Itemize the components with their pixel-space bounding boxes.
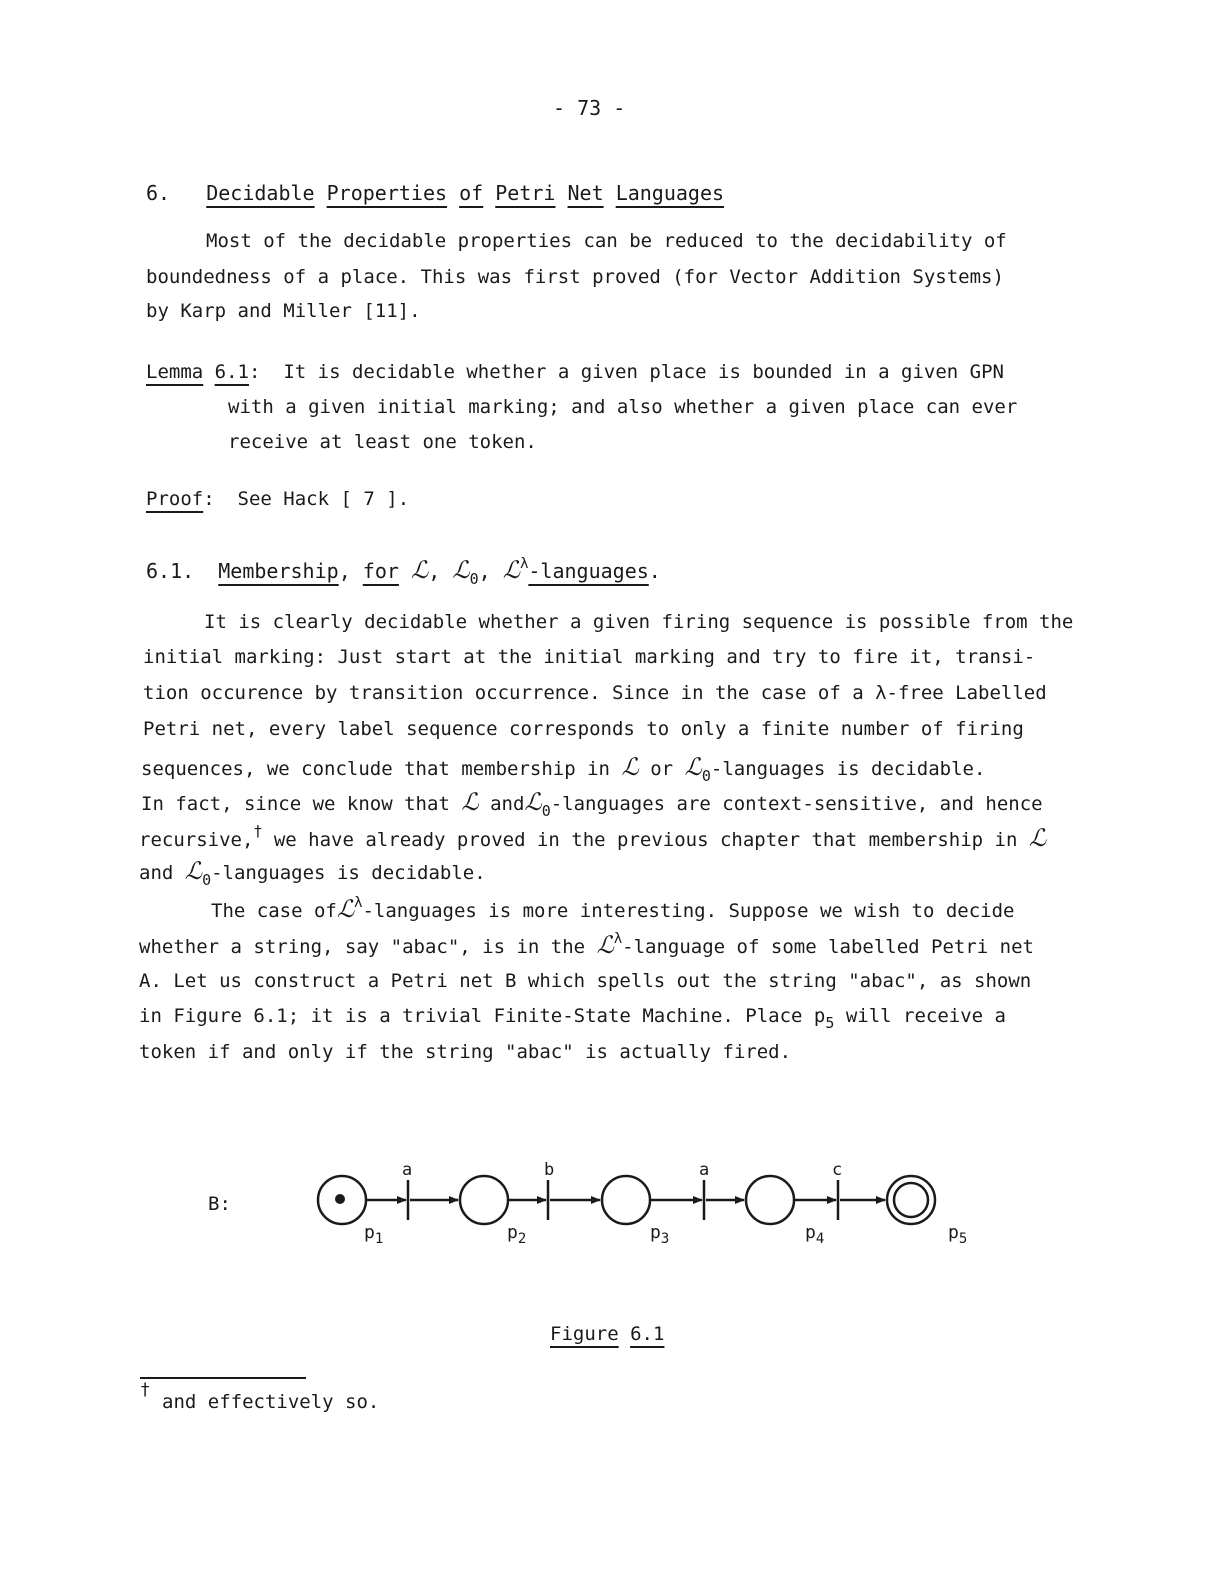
para1-line-3: tion occurence by transition occurrence. Since in the case of a λ-free Labelled [143,682,1047,704]
proof-line [146,490,409,509]
section-number: 6. [146,181,171,205]
text-run: The case of [211,900,337,922]
intro-line-2: boundedness of a place. This was first proved (for Vector Addition Systems) [146,266,1004,288]
place-label [948,1222,967,1247]
section-word: Decidable [206,181,315,205]
para2-line-3: A. Let us construct a Petri net B which spells out the string "abac", as shown [139,970,1032,992]
script-L-symbol: ℒ [184,857,203,885]
place-label [650,1222,669,1247]
para1-line-6 [141,788,1043,820]
section-word: Properties [326,181,448,205]
text-run: -language of some labelled Petri net [622,936,1034,958]
subsection-number: 6.1. [146,559,195,583]
place-index: 1 [374,1231,384,1247]
footnote-dagger: † [253,822,263,840]
subsection-title: Membership [218,559,339,583]
script-L-symbol: ℒ [410,556,429,584]
footnote-rule [140,1377,306,1379]
caption-word: Figure [550,1323,619,1345]
script-L-symbol: ℒ [596,931,614,959]
place-p4 [746,1176,794,1224]
lemma-colon: : [248,361,261,383]
subscript-five: 5 [825,1014,835,1032]
para2-line-5: token if and only if the string "abac" is actually fired. [139,1041,792,1063]
place-label [805,1222,824,1247]
lemma-label-number: 6.1 [214,361,249,383]
subscript-zero: 0 [701,767,711,785]
para1-line-8 [139,857,486,889]
para2-line-2 [139,933,1034,957]
lemma-label-word: Lemma [146,361,204,383]
text-run: we have already proved in the previous chapter that membership in [262,829,1018,851]
page-number: - 73 - [553,96,626,120]
place-p2 [460,1176,508,1224]
subscript-zero: 0 [541,802,551,820]
section-word: Net [567,181,604,205]
text-run: and [139,862,174,884]
lemma-line-3: receive at least one token. [228,431,537,453]
comma: , [338,559,351,583]
intro-line-1: Most of the decidable properties can be reduced to the decidability of [206,230,1007,252]
text-run: in Figure 6.1; it is a trivial Finite-State Machine. Place p [139,1005,826,1027]
caption-number: 6.1 [630,1323,665,1345]
para1-line-1: It is clearly decidable whether a given firing sequence is possible from the [204,611,1074,633]
para2-line-4 [139,1005,1006,1032]
para1-line-2: initial marking: Just start at the initial marking and try to fire it, transi- [143,646,1036,668]
place-p3 [602,1176,650,1224]
para1-line-7 [139,822,1047,852]
intro-line-3: by Karp and Miller [11]. [146,300,421,322]
place-index: 5 [958,1231,968,1247]
place-letter: p [948,1222,959,1243]
token [335,1194,345,1204]
script-L-symbol: ℒ [684,753,702,781]
lemma-text: It is decidable whether a given place is bounded in a given GPN [283,361,1004,383]
subsection-suffix: -languages [528,559,649,583]
text-run: sequences, we conclude that membership in [141,758,610,780]
comma: , [428,559,441,583]
place-letter: p [364,1222,375,1243]
lambda-superscript: λ [520,556,529,572]
net-label: B: [208,1193,231,1215]
proof-colon: : [203,488,215,510]
script-L-symbol: ℒ [336,895,355,923]
text-run: In fact, since we know that [141,793,450,815]
text-run: -languages are context-sensitive, and hence [550,793,1043,815]
script-L-symbol: ℒ [452,556,470,584]
text-run: will receive a [834,1005,1006,1027]
text-run: -languages is decidable. [710,758,986,780]
script-L-symbol: ℒ [524,788,542,816]
footnote-mark: † [140,1380,151,1400]
lambda-superscript: λ [613,931,623,947]
text-run: -languages is decidable. [211,862,486,884]
transition-label: a [402,1160,413,1180]
place-index: 3 [660,1231,670,1247]
para1-line-4: Petri net, every label sequence corresponds to only a finite number of firing [143,718,1024,740]
place-label [507,1222,526,1247]
lambda-superscript: λ [354,895,363,911]
script-L-symbol: ℒ [1028,824,1047,852]
proof-label: Proof [146,488,204,510]
transition-label: b [544,1160,555,1180]
footnote-text: and effectively so. [162,1391,380,1413]
text-run: and [490,793,525,815]
text-run: -languages is more interesting. Suppose we wish to decide [362,900,1015,922]
section-heading [146,183,724,203]
subsection-heading [146,556,661,588]
script-L-symbol: ℒ [502,556,521,584]
comma: , [478,559,491,583]
place-letter: p [805,1222,816,1243]
para2-line-1 [211,897,1014,921]
figure-caption [550,1325,664,1344]
place-index: 2 [517,1231,527,1247]
place-index: 4 [815,1231,825,1247]
subsection-for: for [362,559,399,583]
lemma-line-1 [146,363,1004,382]
lemma-line-2: with a given initial marking; and also whether a given place can ever [228,396,1018,418]
place-p5-inner-ring [894,1183,928,1217]
text-run: or [650,758,674,780]
transition-label: a [699,1160,710,1180]
script-L-symbol: ℒ [461,788,479,816]
petri-net-figure [300,1150,1000,1260]
period: . [648,559,661,583]
subscript-zero: 0 [202,871,212,889]
para1-line-5 [141,753,986,785]
proof-text: See Hack [ 7 ]. [237,488,410,510]
section-word: Petri [495,181,556,205]
place-label [364,1222,383,1247]
section-word: Languages [615,181,725,205]
place-letter: p [650,1222,661,1243]
place-letter: p [507,1222,518,1243]
text-run: recursive, [139,829,254,851]
script-L-symbol: ℒ [621,753,639,781]
subscript-zero: 0 [469,570,479,588]
section-word: of [459,181,484,205]
text-run: whether a string, say "abac", is in the [139,936,586,958]
transition-label: c [832,1160,843,1180]
